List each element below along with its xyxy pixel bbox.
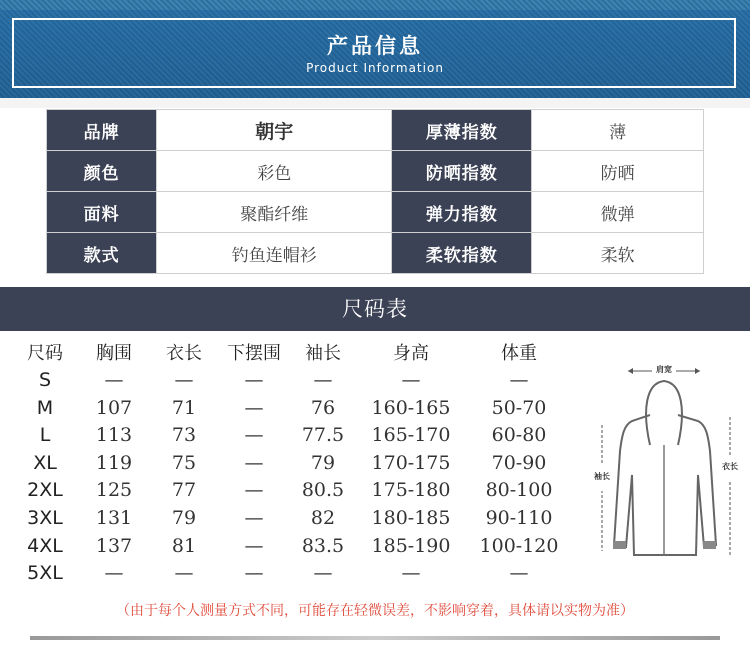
info-label-sun-protection: 防晒指数 xyxy=(392,151,532,192)
band-gap xyxy=(0,98,750,108)
info-label-thickness: 厚薄指数 xyxy=(392,110,532,151)
garment-length-label: 衣长 xyxy=(722,462,738,471)
size-label: 5XL xyxy=(27,562,63,585)
size-cell-sleeve: — xyxy=(313,369,333,391)
size-cell-length: 73 xyxy=(171,424,197,447)
size-label: L xyxy=(39,424,51,447)
info-value-color: 彩色 xyxy=(157,151,392,192)
info-label-brand: 品牌 xyxy=(47,110,157,151)
size-cell-sleeve: 83.5 xyxy=(301,534,345,557)
top-strip xyxy=(0,0,750,10)
size-cell-hem: — xyxy=(244,479,264,502)
size-label: S xyxy=(38,369,52,391)
info-label-style: 款式 xyxy=(47,233,157,274)
info-value-style: 钓鱼连帽衫 xyxy=(157,233,392,274)
size-cell-hem: — xyxy=(244,507,264,529)
size-cell-height: — xyxy=(401,369,421,391)
size-cell-weight: 100-120 xyxy=(479,534,559,557)
size-chart-title: 尺码表 xyxy=(0,287,750,331)
garment-measurement-diagram xyxy=(580,355,750,575)
size-cell-length: 75 xyxy=(171,451,197,474)
info-value-elasticity: 微弹 xyxy=(532,192,704,233)
size-cell-height: 170-175 xyxy=(371,451,451,474)
banner-title: 产品信息 xyxy=(327,34,423,58)
size-cell-chest: 107 xyxy=(95,396,133,419)
size-label: 3XL xyxy=(27,507,63,529)
size-cell-height: 165-170 xyxy=(371,424,451,447)
size-cell-hem: — xyxy=(244,534,264,557)
size-label: 2XL xyxy=(27,479,63,502)
size-header-length: 衣长 xyxy=(166,343,202,364)
size-cell-hem: — xyxy=(244,369,264,391)
info-row xyxy=(47,192,704,233)
size-cell-weight: 80-100 xyxy=(485,479,553,502)
size-cell-length: 77 xyxy=(171,479,197,502)
size-label: XL xyxy=(33,451,57,474)
size-cell-sleeve: 79 xyxy=(310,451,336,474)
size-cell-weight: 70-90 xyxy=(491,451,547,474)
shoulder-width-label: 肩宽 xyxy=(656,365,672,374)
info-label-softness: 柔软指数 xyxy=(392,233,532,274)
size-cell-chest: 125 xyxy=(95,479,133,502)
info-label-color: 颜色 xyxy=(47,151,157,192)
size-cell-sleeve: — xyxy=(313,562,333,585)
bottom-divider xyxy=(30,636,720,640)
size-header-weight: 体重 xyxy=(501,343,537,364)
size-cell-sleeve: 80.5 xyxy=(301,479,345,502)
size-cell-chest: 119 xyxy=(95,451,133,474)
size-cell-length: — xyxy=(174,562,194,585)
size-cell-length: — xyxy=(174,369,194,391)
product-info-banner xyxy=(0,10,750,98)
size-cell-length: 79 xyxy=(171,507,197,529)
banner-subtitle: Product Information xyxy=(306,61,444,75)
size-cell-hem: — xyxy=(244,396,264,419)
size-header-height: 身高 xyxy=(393,343,429,364)
size-cell-chest: — xyxy=(104,369,124,391)
measurement-note: （由于每个人测量方式不同，可能存在轻微误差，不影响穿着，具体请以实物为准） xyxy=(116,603,634,619)
info-value-fabric: 聚酯纤维 xyxy=(157,192,392,233)
info-value-thickness: 薄 xyxy=(532,110,704,151)
info-label-fabric: 面料 xyxy=(47,192,157,233)
info-label-elasticity: 弹力指数 xyxy=(392,192,532,233)
info-row xyxy=(47,233,704,274)
size-cell-chest: — xyxy=(104,562,124,585)
size-cell-hem: — xyxy=(244,451,264,474)
size-cell-weight: — xyxy=(509,562,529,585)
info-value-brand: 朝宇 xyxy=(157,110,392,151)
size-header-size: 尺码 xyxy=(27,343,63,364)
size-cell-length: 71 xyxy=(171,396,197,419)
info-value-sun-protection: 防晒 xyxy=(532,151,704,192)
size-cell-hem: — xyxy=(244,562,264,585)
size-header-sleeve: 袖长 xyxy=(305,343,341,364)
size-cell-height: 180-185 xyxy=(371,507,451,529)
size-cell-weight: 50-70 xyxy=(491,396,547,419)
size-cell-weight: 90-110 xyxy=(485,507,553,529)
size-header-chest: 胸围 xyxy=(96,343,132,364)
size-cell-height: 160-165 xyxy=(371,396,451,419)
size-cell-sleeve: 82 xyxy=(310,507,336,529)
size-chart-grid xyxy=(0,340,580,590)
size-header-hem: 下摆围 xyxy=(227,343,281,364)
sleeve-length-label: 袖长 xyxy=(594,472,610,481)
size-cell-length: 81 xyxy=(171,534,197,557)
size-cell-hem: — xyxy=(244,424,264,447)
size-label: M xyxy=(36,396,54,419)
info-row xyxy=(47,151,704,192)
size-cell-chest: 113 xyxy=(95,424,133,447)
size-cell-chest: 137 xyxy=(95,534,133,557)
info-row xyxy=(47,110,704,151)
size-cell-height: 185-190 xyxy=(371,534,451,557)
size-cell-weight: 60-80 xyxy=(491,424,547,447)
product-info-table xyxy=(46,109,704,274)
size-cell-weight: — xyxy=(509,369,529,391)
size-label: 4XL xyxy=(27,534,63,557)
size-cell-height: 175-180 xyxy=(371,479,451,502)
size-cell-chest: 131 xyxy=(95,507,133,529)
size-cell-sleeve: 76 xyxy=(310,396,336,419)
size-cell-sleeve: 77.5 xyxy=(301,424,345,447)
size-cell-height: — xyxy=(401,562,421,585)
info-value-softness: 柔软 xyxy=(532,233,704,274)
